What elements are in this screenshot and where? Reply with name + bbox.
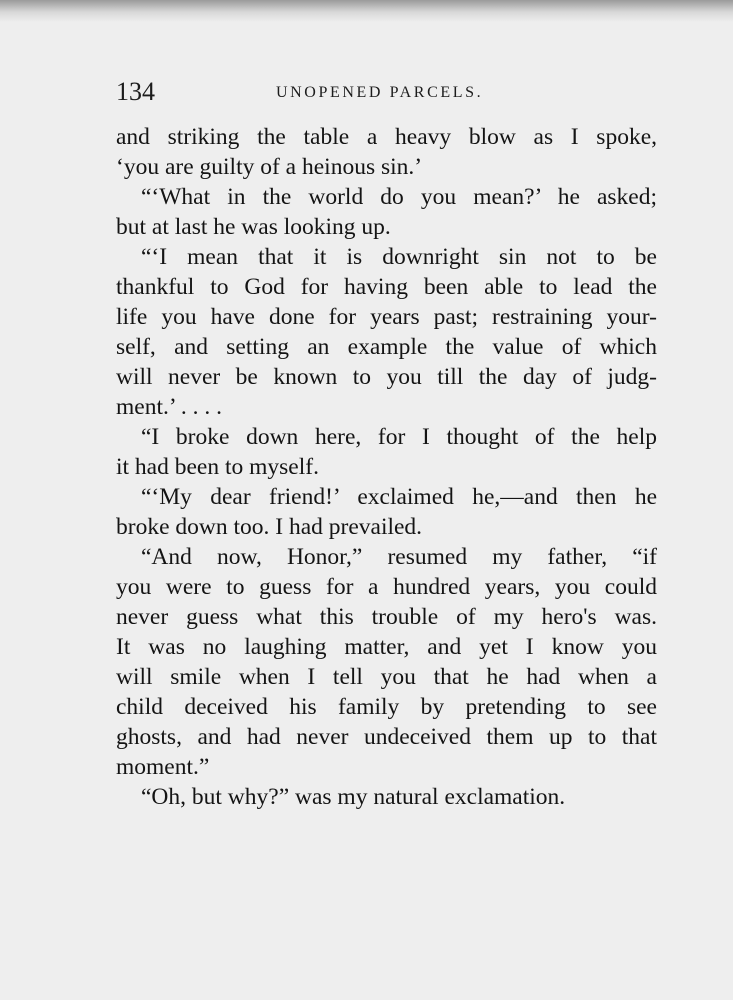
text-line: “‘I mean that it is downright sin not to be [141,244,657,270]
page-number: 134 [116,77,155,106]
text-line: ‘you are guilty of a heinous sin.’ [116,154,423,180]
text-line: it had been to myself. [116,454,319,480]
text-line: will never be known to you till the day of judg- [116,364,657,390]
text-line: “‘What in the world do you mean?’ he asked; [141,184,657,210]
running-title: UNOPENED PARCELS. [276,84,484,101]
text-line: child deceived his family by pretending to see [116,694,657,720]
text-line: ment.’ . . . . [116,394,222,420]
text-line: and striking the table a heavy blow as I spoke, [116,124,657,150]
text-line: but at last he was looking up. [116,214,391,240]
text-line: life you have done for years past; restraining your- [116,304,657,330]
text-line: never guess what this trouble of my hero's was. [116,604,657,630]
text-line: ghosts, and had never undeceived them up to that [116,724,657,750]
text-line: moment.” [116,754,210,780]
page-header [116,74,657,110]
text-line: you were to guess for a hundred years, you could [116,574,657,600]
text-line: “Oh, but why?” was my natural exclamation. [141,784,566,810]
text-line: will smile when I tell you that he had when a [116,664,657,690]
text-line: self, and setting an example the value of which [116,334,657,360]
text-line: thankful to God for having been able to lead the [116,274,657,300]
text-line: “‘My dear friend!’ exclaimed he,—and then he [141,484,657,510]
body-text [116,122,657,812]
text-line: “I broke down here, for I thought of the help [141,424,657,450]
page-edge-shadow [0,0,733,22]
text-line: broke down too. I had prevailed. [116,514,423,540]
text-line: It was no laughing matter, and yet I know you [116,634,657,660]
text-line: “And now, Honor,” resumed my father, “if [141,544,657,570]
